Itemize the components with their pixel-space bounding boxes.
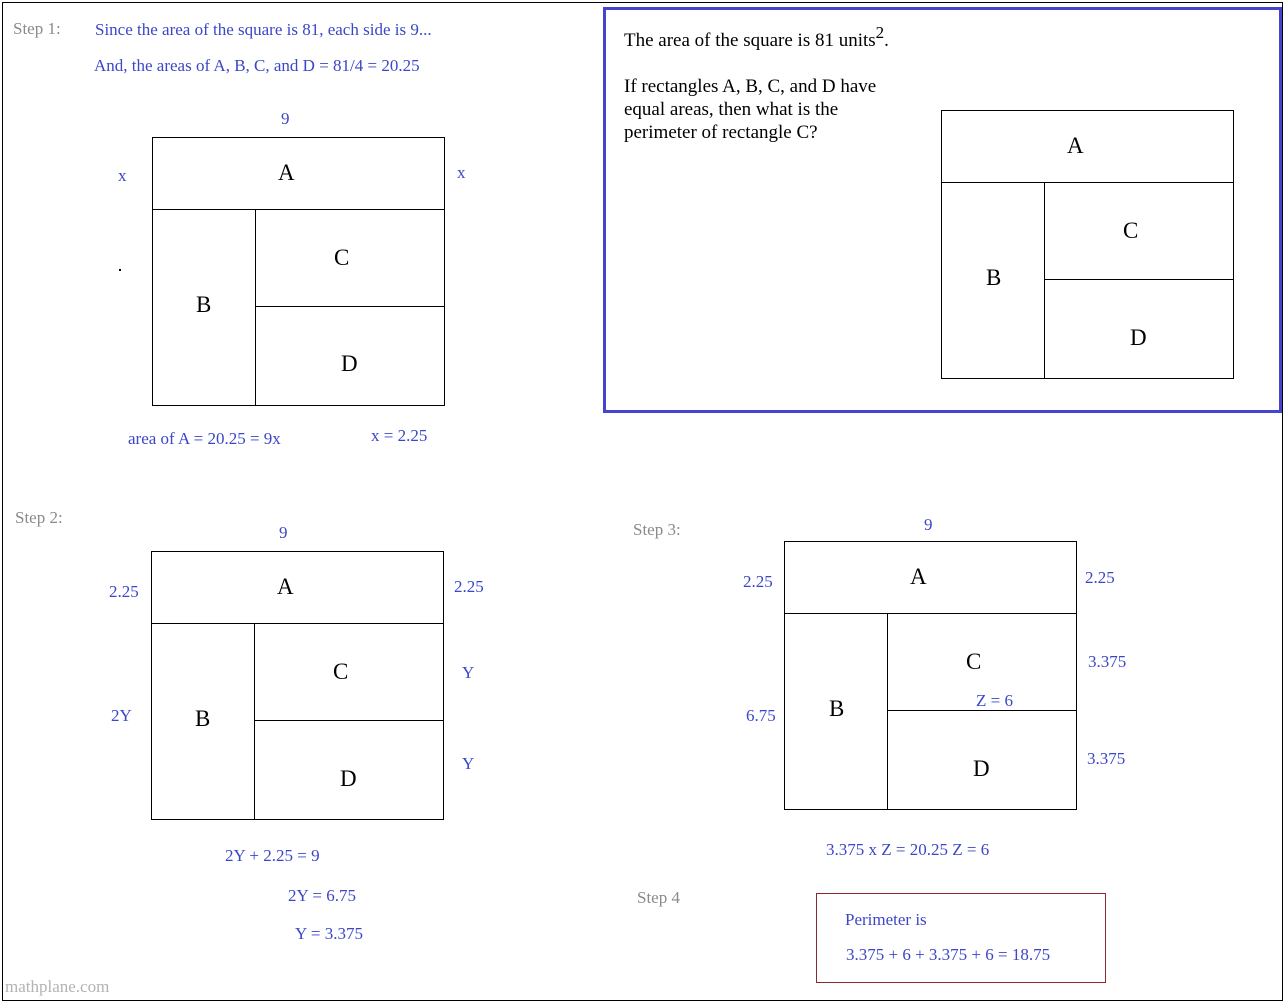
problem-label-d: D [1130,325,1147,350]
step1-label-a: A [278,160,295,185]
step3-label-a: A [910,564,927,589]
step4-title: Step 4 [637,888,680,907]
step2-eq2: 2Y = 6.75 [288,886,356,905]
step2-top-side: 9 [279,523,288,542]
answer-line2: 3.375 + 6 + 3.375 + 6 = 18.75 [846,945,1051,964]
step1-eq-area: area of A = 20.25 = 9x [128,429,281,448]
step3-square-outline [784,541,1077,810]
step3-divider-a [784,613,1077,614]
step2-divider-cd [254,720,444,721]
step2-divider-a [151,623,444,624]
problem-divider-a [941,182,1234,183]
step1-line2: And, the areas of A, B, C, and D = 81/4 = 20.25 [94,56,420,75]
step1-right-x: x [457,163,466,182]
step1-divider-a [152,209,445,210]
step3-divider-cd [887,710,1077,711]
step3-left-bottom: 6.75 [746,706,776,725]
problem-label-c: C [1123,218,1139,243]
step3-z-label: Z = 6 [976,691,1013,710]
stray-dot [119,269,121,271]
step3-left-top: 2.25 [743,572,773,591]
problem-line1-end: . [884,30,889,51]
step2-label-a: A [277,574,294,599]
step3-right-d: 3.375 [1087,749,1126,768]
problem-label-a: A [1067,133,1084,158]
problem-question-line2: equal areas, then what is the [624,99,839,120]
problem-line1-text: The area of the square is 81 units [624,30,876,51]
problem-label-b: B [986,265,1002,290]
step3-top-side: 9 [924,515,933,534]
step3-eq: 3.375 x Z = 20.25 Z = 6 [826,840,990,859]
step2-divider-b [254,623,255,820]
step1-eq-x: x = 2.25 [371,426,428,445]
step2-label-d: D [340,766,357,791]
step2-label-b: B [195,706,211,731]
step3-right-top: 2.25 [1085,568,1115,587]
step1-label-c: C [334,245,350,270]
step2-right-d: Y [462,754,475,773]
problem-divider-cd [1044,279,1234,280]
problem-line1 [624,23,889,51]
step2-right-top: 2.25 [454,577,484,596]
problem-question-line1: If rectangles A, B, C, and D have [624,76,877,97]
step1-divider-cd [255,306,445,307]
step1-top-side: 9 [281,109,290,128]
step2-left-bottom: 2Y [111,706,132,725]
step2-title: Step 2: [15,508,63,527]
step2-label-c: C [333,659,349,684]
step3-divider-b [887,613,888,810]
step3-right-c: 3.375 [1088,652,1127,671]
step3-label-b: B [829,696,845,721]
step2-square-outline [151,551,444,820]
answer-line1: Perimeter is [845,910,927,929]
step2-left-top: 2.25 [109,582,139,601]
answer-box [816,893,1106,983]
step1-line1: Since the area of the square is 81, each side is 9... [95,20,432,39]
step3-label-d: D [973,756,990,781]
problem-exponent: 2 [875,23,885,42]
step1-label-b: B [196,292,212,317]
step1-square-outline [152,137,445,406]
step3-label-c: C [966,649,982,674]
step2-eq1: 2Y + 2.25 = 9 [225,846,320,865]
step2-eq3: Y = 3.375 [295,924,363,943]
step2-right-c: Y [462,663,475,682]
step1-left-x: x [118,166,127,185]
step1-label-d: D [341,351,358,376]
problem-divider-b [1044,182,1045,379]
watermark: mathplane.com [5,977,110,996]
problem-square-outline [941,110,1234,379]
step1-title: Step 1: [13,19,61,38]
step1-divider-b [255,209,256,406]
problem-question-line3: perimeter of rectangle C? [624,122,818,143]
step3-title: Step 3: [633,520,681,539]
